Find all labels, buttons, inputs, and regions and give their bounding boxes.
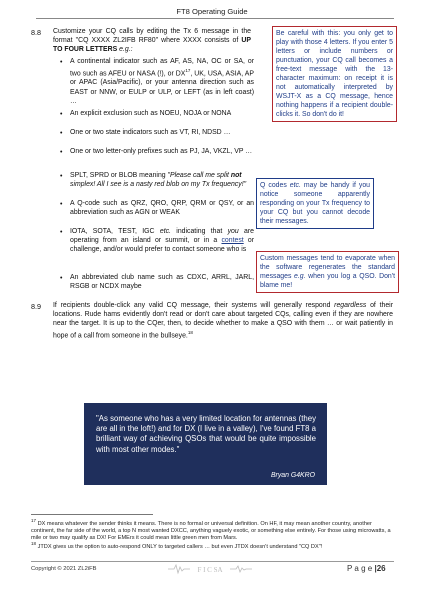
bullet-italic: call me split <box>191 172 231 179</box>
footnote-text: DX means whatever the sender thinks it means. There is no formal or universal definition. On HF, it may mean another country, another continent, the far side of the world, a top N most wanted DXCC, anything vaguely exotic, or something else entirely. For those using microwatts, a mile or two may qualify as DX! For EMErs it could mean little green men from Mars. <box>31 520 391 542</box>
bullet-state: One or two state indicators such as VT, RI, NDSD … <box>70 129 231 136</box>
footnote-ref-18: 18 <box>187 330 193 336</box>
note-italic: e.g. <box>294 273 306 280</box>
bullet-icon: • <box>60 59 63 66</box>
logo-text: F I C SA <box>197 566 223 574</box>
bullet-italic: etc. <box>159 228 171 235</box>
footnote-divider <box>31 514 153 515</box>
bullet-bold: not <box>230 172 242 179</box>
note-text: may be handy if you notice someone apparently responding on your Tx frequency to your CQ but you cannot decode their messages. <box>260 182 371 225</box>
contest-link[interactable]: contest <box>221 237 244 245</box>
bullet-text: , UK, USA, ASIA, AP or APAC (Asia/Pacific), or your antenna direction such as EAST or NNW, or EULP or ULP, or LEFT (as in left coast) … <box>70 70 254 105</box>
intro-eg: e.g.: <box>117 46 133 54</box>
section-number-8-8: 8.8 <box>31 28 41 37</box>
bullet-prefix: One or two letter-only prefixes such as PJ, JA, VKZL, VP … <box>70 148 253 155</box>
bullet-icon: • <box>60 201 63 208</box>
footnote-17 <box>31 517 396 542</box>
page-num: 26 <box>376 564 386 573</box>
note-text: Custom messages tend to evaporate when the software regenerates the standard messages <box>260 255 395 280</box>
footer-divider <box>31 561 394 562</box>
bullet-italic: "Please <box>167 172 192 179</box>
note-text: when you log a QSO. Don't blame me! <box>260 273 395 289</box>
page-label: P a g e <box>347 564 373 573</box>
bullet-text: SPLT, SPRD or BLOB meaning <box>70 172 168 179</box>
section-8-8-intro <box>53 27 251 54</box>
bullet-italic: simplex! All I see is a nasty red blob on my Tx frequency!" <box>70 181 247 189</box>
copyright: Copyright © 2021 ZL2iFB <box>31 566 97 572</box>
quote-box <box>84 403 327 485</box>
body-italic: regardless <box>334 302 367 309</box>
page-number: P a g e |26 <box>347 564 386 573</box>
footnote-number: 18 <box>31 541 37 546</box>
quote-author: Bryan G4KRO <box>270 472 315 479</box>
bullet-icon: • <box>60 229 63 236</box>
bullet-text: A continental indicator such as AF, AS, NA, OC or SA, or two such as AFEU or NASA (!), or DX <box>70 58 254 78</box>
quote-text: "As someone who has a very limited location for antennas (they are all in the loft!) and for DX (I live in a valley), I've found FT8 a brilliant way of achieving QSOs that would be quite impossible with most other modes." <box>96 414 316 454</box>
intro-text: Customize your CQ calls by editing the Tx 6 message in the format "CQ XXXX ZL2IFB RF80" where XXXX consists of <box>53 28 251 45</box>
bullet-icon: • <box>60 111 63 118</box>
bullet-italic: you <box>227 228 239 235</box>
body-text: of their locations. Rude hams evidently don't read or don't care about targeted CQs, calling even if they are nowhere near the target. It is up to the CQer, then, to decide whether to make a QSO with them … or wait patiently in hope of a call from someone in the bullseye. <box>53 302 393 340</box>
note-custom <box>256 251 399 293</box>
footnote-number: 17 <box>31 518 37 523</box>
note-careful: Be careful with this: you only get to play with those 4 letters. If you enter 5 letters or include numbers or punctuation, your CQ call becomes a free-text message with the 13-character maximum: on receipt it is not automatically interpreted by WSJT-X as a CQ message, hence nothing happens if a recipient double-clicks it. So don't do it! <box>272 26 397 122</box>
footnote-text: JTDX gives us the option to auto-respond ONLY to targeted callers … but even JTDX doesn't understand "CQ DX"! <box>36 543 323 550</box>
header-divider <box>36 18 394 19</box>
bullet-icon: • <box>60 130 63 137</box>
footnote-ref-17: 17 <box>185 68 191 74</box>
section-8-9-text <box>53 301 393 341</box>
bullet-text: are operating from an island or summit, or in a <box>70 228 254 245</box>
note-text: Q codes <box>260 182 290 189</box>
footnote-18 <box>31 540 396 551</box>
bullet-qcode: A Q-code such as QRZ, QRO, QRP, QRM or QSY, or an abbreviation such as AGN or WEAK <box>70 200 254 217</box>
bullet-text: indicating that <box>170 228 228 235</box>
intro-emphasis: UP TO FOUR LETTERS <box>53 37 251 54</box>
bullet-icon: • <box>60 149 63 156</box>
bullet-iota <box>70 227 254 254</box>
bullet-icon: • <box>60 275 63 282</box>
bullet-club: An abbreviated club name such as CDXC, ARRL, JARL, RSGB or NCDX maybe <box>70 274 254 291</box>
body-text: If recipients double-click any valid CQ message, their systems will generally respond <box>53 302 335 309</box>
waveform-logo-icon <box>168 563 252 575</box>
bullet-exclusion: An explicit exclusion such as NOEU, NOJA or NONA <box>70 110 232 117</box>
bullet-continental <box>70 57 254 106</box>
note-italic: etc. <box>289 182 301 189</box>
bullet-split <box>70 171 254 189</box>
bullet-text: or challenge, and/or would prefer to contact someone who is <box>70 237 255 254</box>
page-header-title: FT8 Operating Guide <box>176 7 248 16</box>
bullet-text: IOTA, SOTA, TEST, IGC <box>70 228 160 235</box>
bullet-icon: • <box>60 173 63 180</box>
note-qcodes <box>256 178 374 229</box>
section-number-8-9: 8.9 <box>31 302 41 311</box>
